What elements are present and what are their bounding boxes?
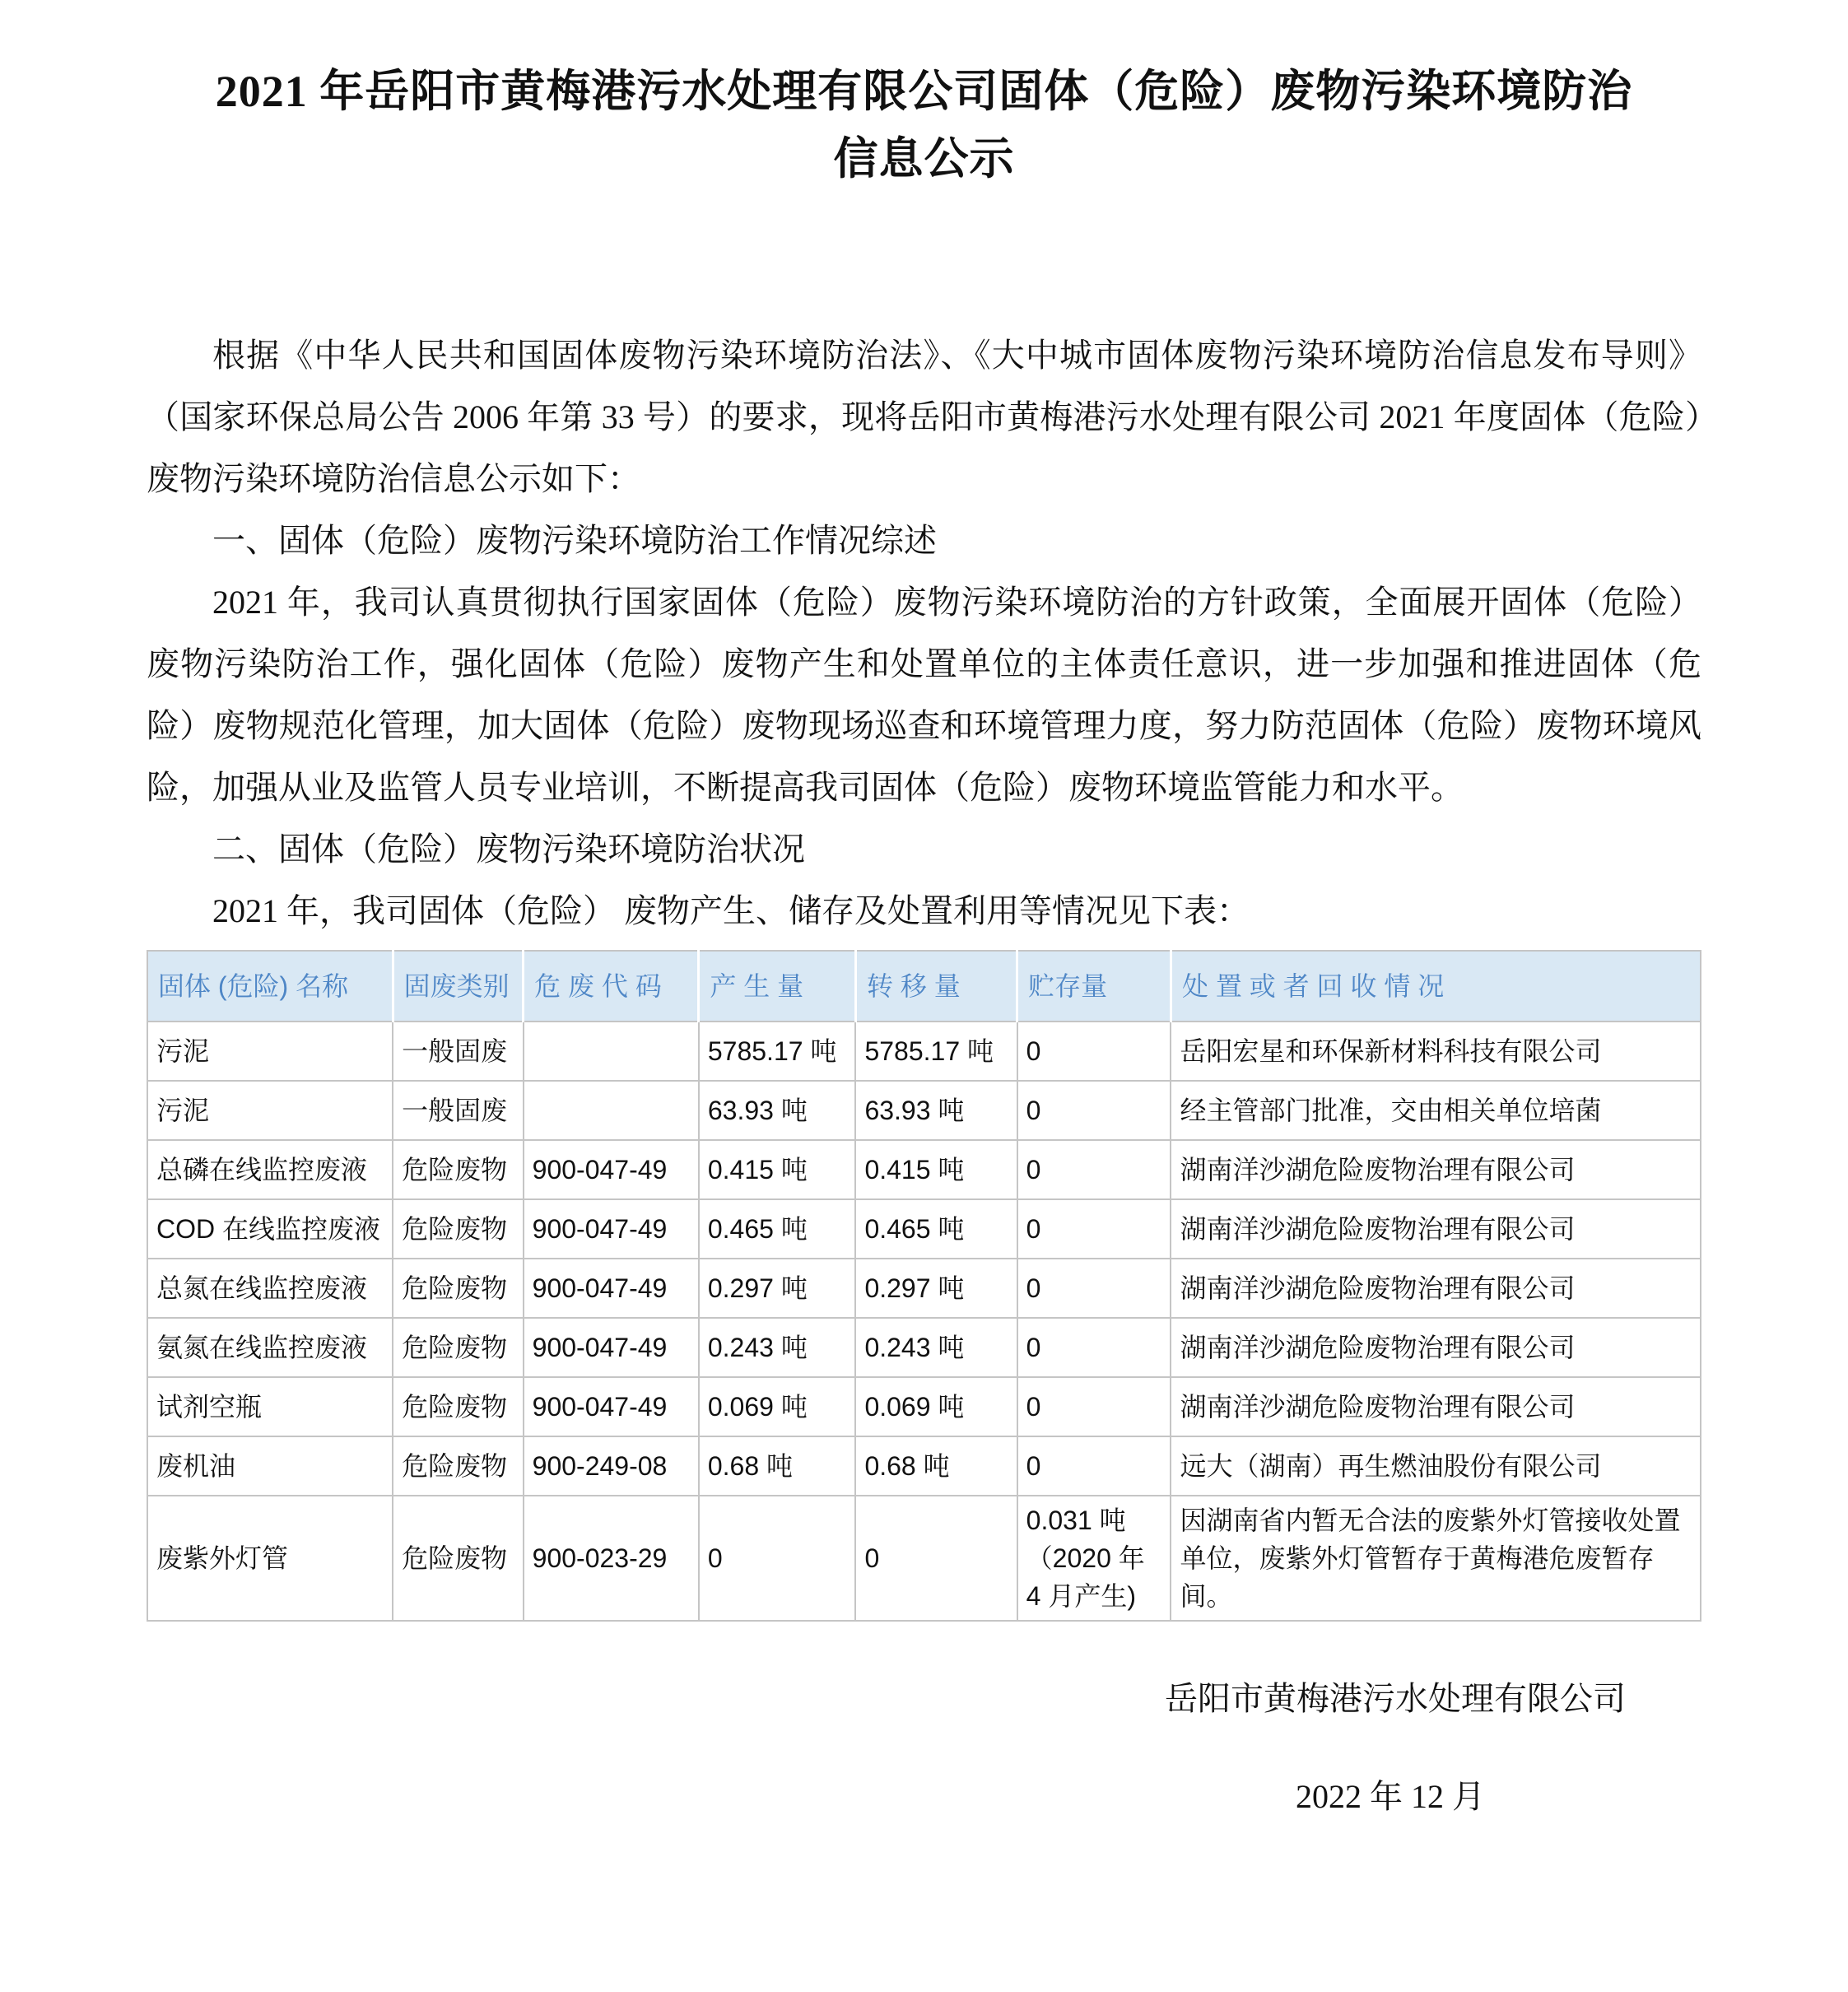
cell-produced-amount: 5785.17 吨: [699, 1022, 856, 1081]
cell-produced-amount: 0.297 吨: [699, 1259, 856, 1318]
table-row: [147, 1199, 1701, 1259]
signature-block: [147, 1667, 1701, 1828]
cell-waste-name: 污泥: [147, 1081, 393, 1140]
page-title: [147, 58, 1701, 193]
table-row: [147, 1496, 1701, 1621]
cell-stored-amount: 0: [1017, 1436, 1171, 1496]
section-2-heading: 二、固体（危险）废物污染环境防治状况: [212, 831, 805, 868]
cell-waste-category: 危险废物: [393, 1377, 524, 1436]
cell-stored-amount: 0: [1017, 1022, 1171, 1081]
cell-produced-amount: 0.243 吨: [699, 1318, 856, 1377]
cell-waste-category: 危险废物: [393, 1496, 524, 1621]
cell-transferred-amount: 0.069 吨: [855, 1377, 1017, 1436]
cell-stored-amount: 0: [1017, 1140, 1171, 1199]
signature-company: 岳阳市黄梅港污水处理有限公司: [1165, 1680, 1626, 1717]
table-row: [147, 1259, 1701, 1318]
cell-waste-code: 900-047-49: [524, 1199, 699, 1259]
cell-disposal-status: 湖南洋沙湖危险废物治理有限公司: [1171, 1259, 1701, 1318]
cell-waste-code: 900-047-49: [524, 1318, 699, 1377]
cell-transferred-amount: 5785.17 吨: [855, 1022, 1017, 1081]
cell-waste-name: 氨氮在线监控废液: [147, 1318, 393, 1377]
cell-produced-amount: 0.069 吨: [699, 1377, 856, 1436]
cell-disposal-status: 湖南洋沙湖危险废物治理有限公司: [1171, 1199, 1701, 1259]
cell-disposal-status: 湖南洋沙湖危险废物治理有限公司: [1171, 1140, 1701, 1199]
cell-stored-amount: 0: [1017, 1377, 1171, 1436]
cell-transferred-amount: 0.68 吨: [855, 1436, 1017, 1496]
cell-transferred-amount: 0.297 吨: [855, 1259, 1017, 1318]
cell-transferred-amount: 0: [855, 1496, 1017, 1621]
cell-transferred-amount: 0.465 吨: [855, 1199, 1017, 1259]
cell-waste-category: 一般固废: [393, 1022, 524, 1081]
cell-waste-category: 危险废物: [393, 1259, 524, 1318]
cell-produced-amount: 0.465 吨: [699, 1199, 856, 1259]
cell-waste-code: 900-047-49: [524, 1140, 699, 1199]
cell-waste-category: 危险废物: [393, 1199, 524, 1259]
cell-produced-amount: 0.415 吨: [699, 1140, 856, 1199]
header-transferred-amount: 转 移 量: [855, 951, 1017, 1022]
cell-waste-category: 危险废物: [393, 1318, 524, 1377]
cell-disposal-status: 湖南洋沙湖危险废物治理有限公司: [1171, 1377, 1701, 1436]
cell-produced-amount: 0: [699, 1496, 856, 1621]
table-row: [147, 1436, 1701, 1496]
header-waste-name: 固体 (危险) 名称: [147, 951, 393, 1022]
cell-transferred-amount: 0.415 吨: [855, 1140, 1017, 1199]
cell-waste-name: 试剂空瓶: [147, 1377, 393, 1436]
table-row: [147, 1140, 1701, 1199]
table-row: [147, 1318, 1701, 1377]
cell-stored-amount: 0: [1017, 1318, 1171, 1377]
cell-waste-category: 危险废物: [393, 1140, 524, 1199]
header-produced-amount: 产 生 量: [699, 951, 856, 1022]
cell-disposal-status: 湖南洋沙湖危险废物治理有限公司: [1171, 1318, 1701, 1377]
cell-stored-amount: 0: [1017, 1081, 1171, 1140]
table-row: [147, 1022, 1701, 1081]
cell-waste-name: 总磷在线监控废液: [147, 1140, 393, 1199]
section-1-heading: 一、固体（危险）废物污染环境防治工作情况综述: [212, 522, 937, 559]
table-row: [147, 1377, 1701, 1436]
cell-stored-amount: 0: [1017, 1199, 1171, 1259]
cell-disposal-status: 因湖南省内暂无合法的废紫外灯管接收处置单位，废紫外灯管暂存于黄梅港危废暂存间。: [1171, 1496, 1701, 1621]
cell-disposal-status: 岳阳宏星和环保新材料科技有限公司: [1171, 1022, 1701, 1081]
cell-waste-code: 900-047-49: [524, 1377, 699, 1436]
cell-waste-category: 危险废物: [393, 1436, 524, 1496]
page-title-line1: 2021 年岳阳市黄梅港污水处理有限公司固体（危险）废物污染环境防治: [215, 67, 1633, 116]
cell-waste-code: [524, 1022, 699, 1081]
cell-disposal-status: 经主管部门批准，交由相关单位培菌: [1171, 1081, 1701, 1140]
header-waste-category: 固废类别: [393, 951, 524, 1022]
cell-disposal-status: 远大（湖南）再生燃油股份有限公司: [1171, 1436, 1701, 1496]
cell-stored-amount: 0.031 吨（2020 年 4 月产生): [1017, 1496, 1171, 1621]
table-body: [147, 1022, 1701, 1621]
table-row: [147, 1081, 1701, 1140]
table-header-row: [147, 951, 1701, 1022]
cell-waste-code: 900-047-49: [524, 1259, 699, 1318]
header-disposal-status: 处 置 或 者 回 收 情 况: [1171, 951, 1701, 1022]
cell-stored-amount: 0: [1017, 1259, 1171, 1318]
cell-waste-name: COD 在线监控废液: [147, 1199, 393, 1259]
cell-waste-code: 900-023-29: [524, 1496, 699, 1621]
cell-waste-code: 900-249-08: [524, 1436, 699, 1496]
waste-disposal-table: [147, 950, 1701, 1622]
cell-waste-name: 总氮在线监控废液: [147, 1259, 393, 1318]
section-1-paragraph: 2021 年，我司认真贯彻执行国家固体（危险）废物污染环境防治的方针政策，全面展开固体（危险）废物污染防治工作，强化固体（危险）废物产生和处置单位的主体责任意识，进一步加强和推进固体（危险）废物规范化管理，加大固体（危险）废物现场巡查和环境管理力度，努力防范固体（危险）废物环境风险，加强从业及监管人员专业培训，不断提高我司固体（危险）废物环境监管能力和水平。: [147, 584, 1701, 806]
cell-waste-name: 废紫外灯管: [147, 1496, 393, 1621]
cell-waste-name: 废机油: [147, 1436, 393, 1496]
cell-produced-amount: 0.68 吨: [699, 1436, 856, 1496]
intro-paragraph: 根据《中华人民共和国固体废物污染环境防治法》、《大中城市固体废物污染环境防治信息发布导则》（国家环保总局公告 2006 年第 33 号）的要求，现将岳阳市黄梅港污水处理有限公司 2021 年度固体（危险）废物污染环境防治信息公示如下：: [147, 337, 1701, 497]
cell-transferred-amount: 0.243 吨: [855, 1318, 1017, 1377]
table-intro-paragraph: 2021 年，我司固体（危险） 废物产生、储存及处置利用等情况见下表：: [212, 892, 1250, 929]
cell-produced-amount: 63.93 吨: [699, 1081, 856, 1140]
header-stored-amount: 贮存量: [1017, 951, 1171, 1022]
cell-transferred-amount: 63.93 吨: [855, 1081, 1017, 1140]
page-title-line2: 信息公示: [833, 134, 1015, 184]
cell-waste-category: 一般固废: [393, 1081, 524, 1140]
cell-waste-name: 污泥: [147, 1022, 393, 1081]
signature-date: 2022 年 12 月: [1296, 1778, 1485, 1815]
header-waste-code: 危 废 代 码: [524, 951, 699, 1022]
cell-waste-code: [524, 1081, 699, 1140]
